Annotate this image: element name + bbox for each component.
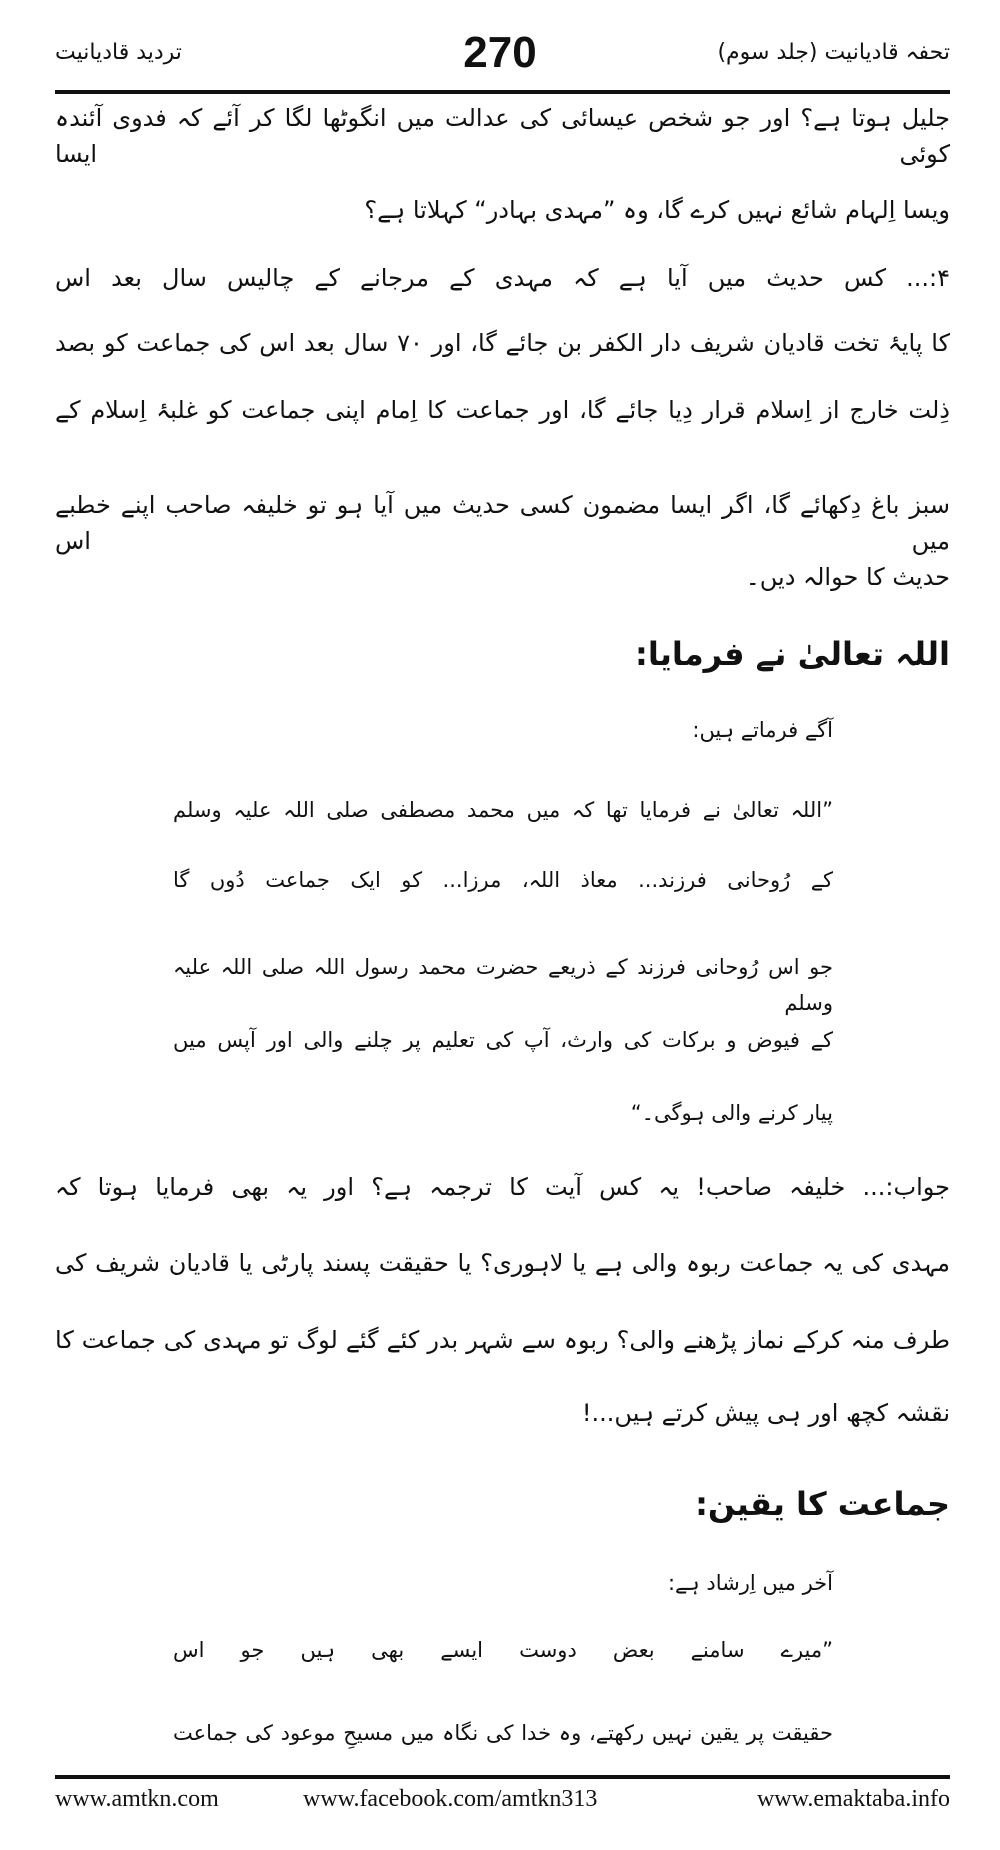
book-title: تحفہ قادیانیت (جلد سوم) — [717, 40, 950, 65]
quote-line: کے فیوض و برکات کی وارث، آپ کی تعلیم پر چلنے والی اور آپس میں — [173, 1028, 833, 1052]
quote-intro: آگے فرماتے ہیں: — [692, 718, 833, 742]
text-line: ذِلت خارج از اِسلام قرار دِیا جائے گا، اور جماعت کا اِمام اپنی جماعت کو غلبۂ اِسلام کے — [55, 396, 950, 424]
quote-line: پیار کرنے والی ہوگی۔“ — [630, 1101, 833, 1125]
section-title: تردید قادیانیت — [55, 40, 182, 65]
text-line: ویسا اِلہام شائع نہیں کرے گا، وہ ”مہدی بہادر“ کہلاتا ہے؟ — [364, 196, 950, 224]
text-line: طرف منہ کرکے نماز پڑھنے والی؟ ربوہ سے شہر بدر کئے گئے لوگ تو مہدی کی جماعت کا — [55, 1326, 950, 1354]
text-line: مہدی کی یہ جماعت ربوہ والی ہے یا لاہوری؟ یا حقیقت پسند پارٹی یا قادیان شریف کی — [55, 1249, 950, 1277]
quote-line: ”میرے سامنے بعض دوست ایسے بھی ہیں جو اس — [173, 1638, 833, 1662]
section-heading: اللہ تعالیٰ نے فرمایا: — [635, 635, 950, 673]
text-line: ۴:... کس حدیث میں آیا ہے کہ مہدی کے مرجانے کے چالیس سال بعد اس — [55, 264, 950, 292]
section-heading: جماعت کا یقین: — [695, 1485, 950, 1523]
quote-line: جو اس رُوحانی فرزند کے ذریعے حضرت محمد رسول اللہ صلی اللہ علیہ وسلم — [173, 955, 833, 1015]
quote-line: ”اللہ تعالیٰ نے فرمایا تھا کہ میں محمد مصطفی صلی اللہ علیہ وسلم — [173, 798, 833, 822]
text-line: نقشہ کچھ اور ہی پیش کرتے ہیں...! — [581, 1399, 950, 1427]
quote-line: کے رُوحانی فرزند... معاذ اللہ، مرزا... کو ایک جماعت دُوں گا — [173, 868, 833, 892]
quote-line: حقیقت پر یقین نہیں رکھتے، وہ خدا کی نگاہ میں مسیحِ موعود کی جماعت — [173, 1721, 833, 1745]
footer-rule — [55, 1775, 950, 1779]
text-line: حدیث کا حوالہ دیں۔ — [745, 563, 950, 591]
quote-intro: آخر میں اِرشاد ہے: — [667, 1571, 833, 1595]
footer-link-facebook[interactable]: www.facebook.com/amtkn313 — [303, 1786, 598, 1812]
text-line: سبز باغ دِکھائے گا، اگر ایسا مضمون کسی حدیث میں آیا ہو تو خلیفہ صاحب اپنے خطبے میں اس — [55, 491, 950, 555]
text-line: جلیل ہوتا ہے؟ اور جو شخص عیسائی کی عدالت میں انگوٹھا لگا کر آئے کہ فدوی آئندہ کوئی ایسا — [55, 104, 950, 168]
footer-link-amtkn[interactable]: www.amtkn.com — [55, 1786, 219, 1812]
header-rule — [55, 90, 950, 94]
footer-link-emaktaba[interactable]: www.emaktaba.info — [756, 1786, 950, 1812]
text-line: کا پایۂ تخت قادیان شریف دار الکفر بن جائے گا، اور ۷۰ سال بعد اس کی جماعت کو بصد — [55, 329, 951, 357]
page-number: 270 — [463, 28, 537, 77]
text-line: جواب:... خلیفہ صاحب! یہ کس آیت کا ترجمہ ہے؟ اور یہ بھی فرمایا ہوتا کہ — [55, 1173, 950, 1201]
